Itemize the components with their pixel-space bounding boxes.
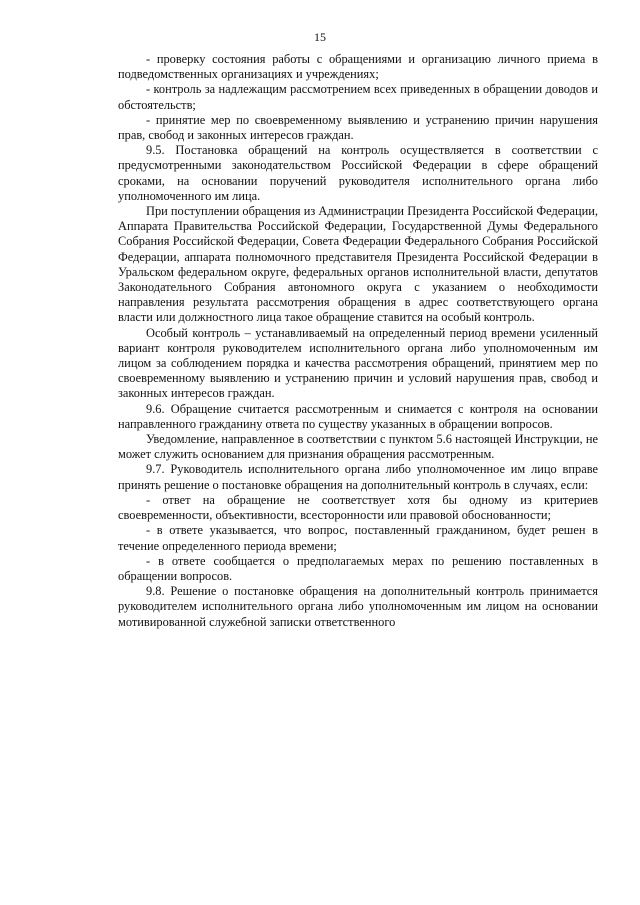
paragraph: 9.8. Решение о постановке обращения на дополнительный контроль принимается руководителем исполнительного органа либо уполномоченным им лицом на основании мотивированной служебной записки ответственного [118, 584, 598, 629]
paragraph: Особый контроль – устанавливаемый на определенный период времени усиленный вариант контроля руководителем исполнительного органа либо уполномоченным им лицом за соблюдением порядка и качества рассмотрения обращений, принятием мер по своевременному выявлению и устранению причин и условий нарушения прав, свобод и законных интересов граждан. [118, 325, 598, 401]
paragraph: - ответ на обращение не соответствует хотя бы одному из критериев своевременности, объективности, всесторонности или правовой обоснованности; [118, 492, 598, 523]
paragraph: - проверку состояния работы с обращениями и организацию личного приема в подведомственных организациях и учреждениях; [118, 52, 598, 82]
paragraph: 9.7. Руководитель исполнительного органа либо уполномоченное им лицо вправе принять решение о постановке обращения на дополнительный контроль в случаях, если: [118, 462, 598, 492]
paragraph: 9.6. Обращение считается рассмотренным и снимается с контроля на основании направленного гражданину ответа по существу указанных в обращении вопросов. [118, 401, 598, 431]
page-number: 15 [314, 30, 326, 44]
paragraph: - контроль за надлежащим рассмотрением всех приведенных в обращении доводов и обстоятельств; [118, 82, 598, 112]
paragraph: - в ответе указывается, что вопрос, поставленный гражданином, будет решен в течение определенного периода времени; [118, 523, 598, 553]
paragraph: - принятие мер по своевременному выявлению и устранению причин нарушения прав, свобод и законных интересов граждан. [118, 112, 598, 143]
paragraph: При поступлении обращения из Администрации Президента Российской Федерации, Аппарата Правительства Российской Федерации, Государственной Думы Федерального Собрания Российской Федерации, Совета Федерации Федерального Собрания Российской Федерации, аппарата полномочного представителя Президента Российской Федерации в Уральском федеральном округе, федеральных органов исполнительной власти, депутатов Законодательного Собрания автономного округа с указанием о необходимости направления результата рассмотрения обращения в адрес соответствующего органа власти или должностного лица такое обращение ставится на особый контроль. [118, 204, 598, 325]
paragraph: 9.5. Постановка обращений на контроль осуществляется в соответствии с предусмотренными законодательством Российской Федерации в сфере обращений сроками, на основании поручений руководителя исполнительного органа либо уполномоченного им лица. [118, 143, 598, 203]
paragraph: Уведомление, направленное в соответствии с пунктом 5.6 настоящей Инструкции, не может служить основанием для признания обращения рассмотренным. [118, 432, 598, 462]
paragraph: - в ответе сообщается о предполагаемых мерах по решению поставленных в обращении вопросов. [118, 553, 598, 583]
document-body [118, 52, 598, 630]
